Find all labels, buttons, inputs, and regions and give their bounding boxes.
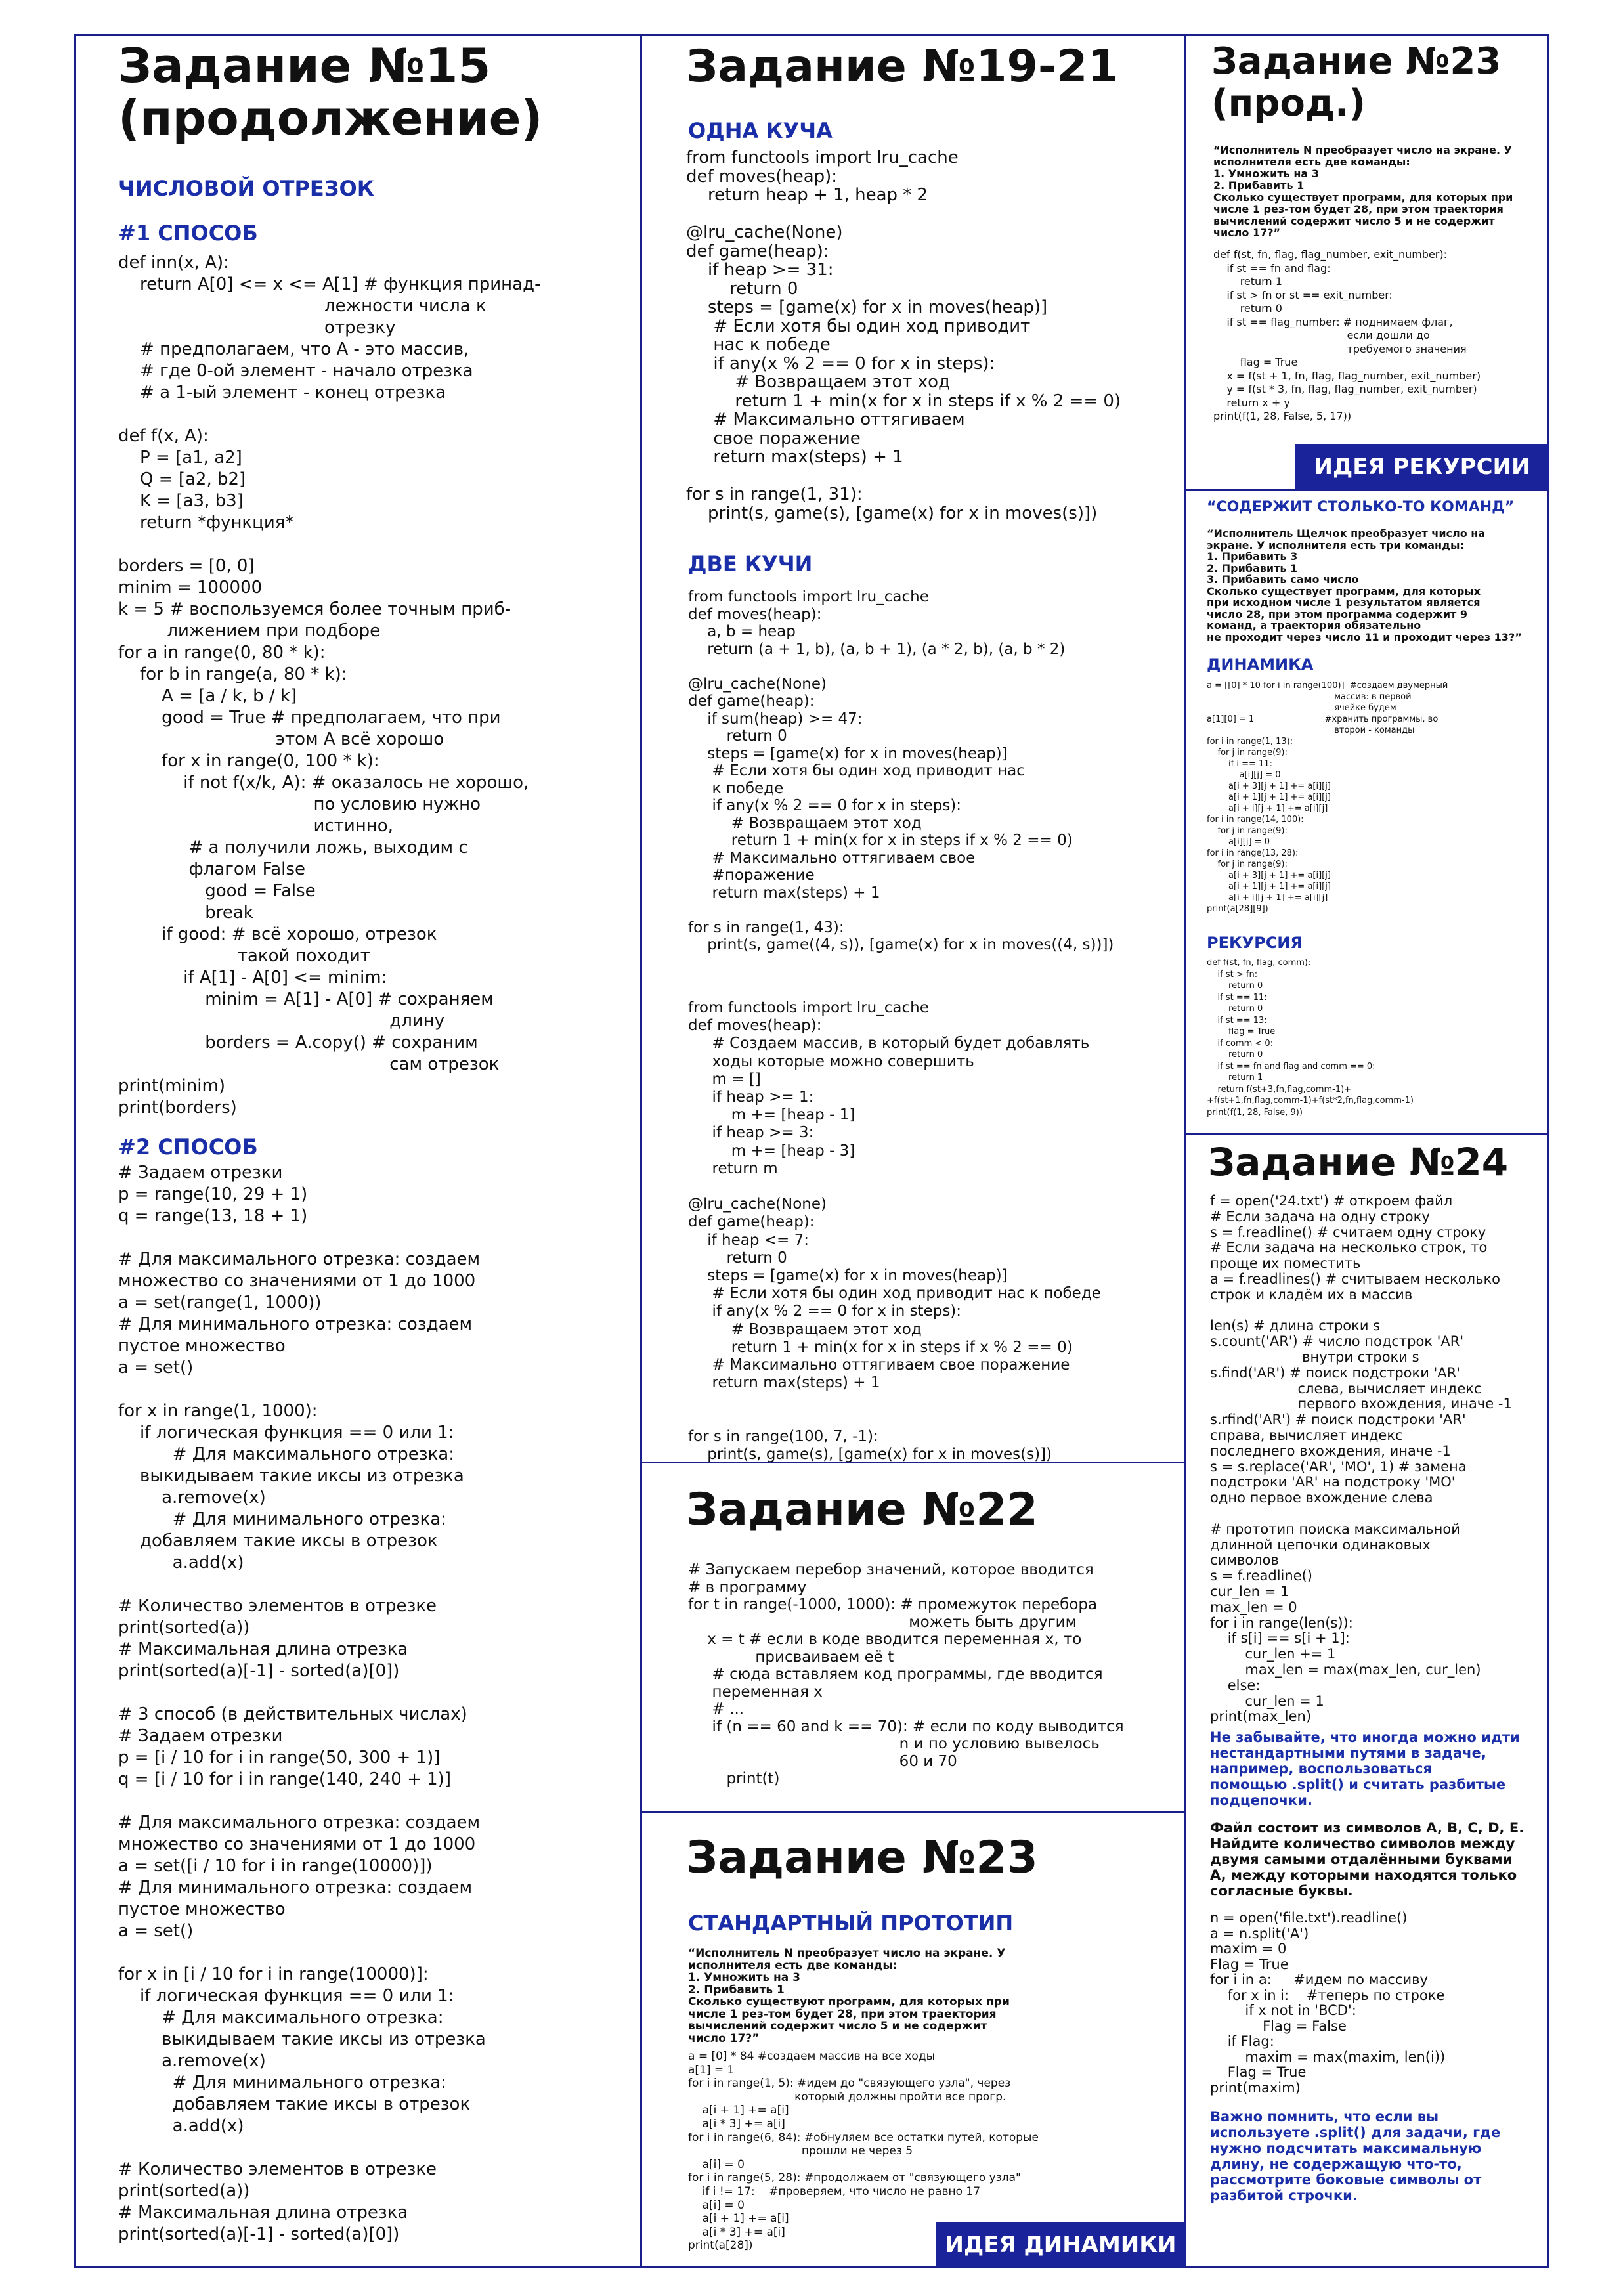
task23-continued-statement: “Исполнитель N преобразует число на экране. У исполнителя есть две команды: 1. Умножить на 3 2. Прибавить 1 Сколько существует программ, для которых при числе 1 рез-том будет 28, при этом траектория вычислений содержит число 5 и не содержит число 17?”: [1213, 144, 1513, 239]
idea-dynamics-banner: ИДЕЯ ДИНАМИКИ: [936, 2222, 1186, 2267]
task24-string-methods-code: f = open('24.txt') # откроем файл # Если задача на одну строку s = f.readline() # считаем одну строку # Если задача на несколько строк, то проще их поместить a = f.readlines() # считываем несколько строк и кладём их в массив len(s) # длина строки s s.count('AR') # число подстрок 'AR' внутри строки s s.find('AR') # поиск подстроки 'AR' слева, вычисляет индекс первого вхождения, иначе -1 s.rfind('AR') # поиск подстроки 'AR' справа, вычисляет индекс последнего вхождения, иначе -1 s = s.replace('AR', 'MO', 1) # замена подстроки 'AR' на подстроку 'MO' одно первое вхождение слева # прототип поиска максимальной длинной цепочки одинаковых символов s = f.readline() cur_len = 1 max_len = 0 for i in range(len(s)): if s[i] == s[i + 1]: cur_len += 1 max_len = max(max_len, cur_len) else: cur_len = 1 print(max_len): [1210, 1193, 1512, 1725]
task23-code: a = [0] * 84 #создаем массив на все ходы a[1] = 1 for i in range(1, 5): #идем до "связующего узла", через который должны пройти все прогр. a[i + 1] += a[i] a[i * 3] += a[i] for i in range(6, 84): #обнуляем все остатки путей, которые прошли не через 5 a[i] = 0 for i in range(5, 28): #продолжаем от "связующего узла" if i != 17: #проверяем, что число не равно 17 a[i] = 0 a[i + 1] += a[i] a[i * 3] += a[i] print(a[28]): [688, 2050, 1039, 2253]
recursion-subtitle: РЕКУРСИЯ: [1207, 934, 1303, 952]
one-heap-subtitle: ОДНА КУЧА: [688, 118, 833, 143]
dynamics-code: a = [[0] * 10 for i in range(100)] #создаем двумерный массив: в первой ячейке будем a[1][0] = 1 #хранить программы, во второй - команды for i in range(1, 13): for j in range(9): if i == 11: a[i][j] = 0 a[i + 3][j + 1] += a[i][j] a[i + 1][j + 1] += a[i][j] a[i + i][j + 1] += a[i][j] for i in range(14, 100): for j in range(9): a[i][j] = 0 for i in range(13, 28): for j in range(9): a[i + 3][j + 1] += a[i][j] a[i + 1][j + 1] += a[i][j] a[i + i][j + 1] += a[i][j] print(a[28][9]): [1207, 681, 1448, 914]
task23-recursion-code: def f(st, fn, flag, flag_number, exit_number): if st == fn and flag: return 1 if st > fn or st == exit_number: return 0 if st == flag_number: # поднимаем флаг, если дошли до требуемого значения flag = True x = f(st + 1, fn, flag, flag_number, exit_number) y = f(st * 3, fn, flag, flag_number, exit_number) return x + y print(f(1, 28, False, 5, 17)): [1213, 248, 1481, 422]
method-2-subtitle: #2 СПОСОБ: [118, 1135, 258, 1159]
recursion-code: def f(st, fn, flag, comm): if st > fn: return 0 if st == 11: return 0 if st == 13: flag = True if comm < 0: return 0 if st == fn and flag and comm == 0: return 1 return f(st+3,fn,flag,comm-1)+ +f(st+1,fn,flag,comm-1)+f(st*2,fn,flag,comm-1) print(f(1, 28, False, 9)): [1207, 958, 1414, 1117]
two-heaps-code: from functools import lru_cache def moves(heap): a, b = heap return (a + 1, b), (a, b + 1), (a * 2, b), (a, b * 2) @lru_cache(None) def game(heap): if sum(heap) >= 47: return 0 steps = [game(x) for x in moves(heap)] # Если хотя бы один ход приводит нас к победе if any(x % 2 == 0 for x in steps): # Возвращаем этот ход return 1 + min(x for x in steps if x % 2 == 0) # Максимально оттягиваем свое #поражение return max(steps) + 1 for s in range(1, 43): print(s, game((4, s)), [game(x) for x in moves((4, s))]): [688, 588, 1114, 953]
idea-recursion-banner: ИДЕЯ РЕКУРСИИ: [1295, 444, 1549, 490]
divider-contains-task24: [1184, 1133, 1549, 1135]
task19-21-title: Задание №19-21: [686, 41, 1119, 93]
column-divider-left: [640, 34, 642, 2268]
task23-statement: “Исполнитель N преобразует число на экране. У исполнителя есть две команды: 1. Умножить на 3 2. Прибавить 1 Сколько существуют программ, для которых при числе 1 рез-том будет 28, при этом траектория вычислений содержит число 5 и не содержит число 17?”: [688, 1947, 1010, 2045]
task23-title: Задание №23: [686, 1832, 1038, 1884]
column-divider-right: [1184, 34, 1186, 2268]
subtract-moves-code: from functools import lru_cache def moves(heap): # Создаем массив, в который будет добавлять ходы которые можно совершить m = [] if heap >= 1: m += [heap - 1] if heap >= 3: m += [heap - 3] return m @lru_cache(None) def game(heap): if heap <= 7: return 0 steps = [game(x) for x in moves(heap)] # Если хотя бы один ход приводит нас к победе if any(x % 2 == 0 for x in steps): # Возвращаем этот ход return 1 + min(x for x in steps if x % 2 == 0) # Максимально оттягиваем свое поражение return max(steps) + 1 for s in range(100, 7, -1): print(s, game(s), [game(x) for x in moves(s)]): [688, 999, 1101, 1463]
method-1-subtitle: #1 СПОСОБ: [118, 221, 258, 246]
task24-split-tip: Не забывайте, что иногда можно идти нестандартными путями в задаче, например, воспользоваться помощью .split() и считать разбитые подцепочки.: [1210, 1729, 1520, 1808]
divider-task22-task23: [640, 1811, 1186, 1813]
task24-split-code: n = open('file.txt').readline() a = n.split('A') maxim = 0 Flag = True for i in a: #идем по массиву for x in i: #теперь по строке if x not in 'BCD': Flag = False if Flag: maxim = max(maxim, len(i)) Flag = True print(maxim): [1210, 1910, 1446, 2096]
method-2-code: # Задаем отрезки p = range(10, 29 + 1) q = range(13, 18 + 1) # Для максимального отрезка: создаем множество со значениями от 1 до 1000 a = set(range(1, 1000)) # Для минимального отрезка: создаем пустое множество a = set() for x in range(1, 1000): if логическая функция == 0 или 1: # Для максимального отрезка: выкидываем такие иксы из отрезка a.remove(x) # Для минимального отрезка: добавляем такие иксы в отрезок a.add(x) # Количество элементов в отрезке print(sorted(a)) # Максимальная длина отрезка print(sorted(a)[-1] - sorted(a)[0]) # 3 способ (в действительных числах) # Задаем отрезки p = [i / 10 for i in range(50, 300 + 1)] q = [i / 10 for i in range(140, 240 + 1)] # Для максимального отрезка: создаем множество со значениями от 1 до 1000 a = set([i / 10 for i in range(10000)]) # Для минимального отрезка: создаем пустое множество a = set() for x in [i / 10 for i in range(10000)]: if логическая функция == 0 или 1: # Для максимального отрезка: выкидываем такие иксы из отрезка a.remove(x) # Для минимального отрезка: добавляем такие иксы в отрезок a.add(x) # Количество элементов в отрезке print(sorted(a)) # Максимальная длина отрезка print(sorted(a)[-1] - sorted(a)[0]): [118, 1163, 486, 2244]
one-heap-code: from functools import lru_cache def moves(heap): return heap + 1, heap * 2 @lru_cache(None) def game(heap): if heap >= 31: return 0 steps = [game(x) for x in moves(heap)] # Если хотя бы один ход приводит нас к победе if any(x % 2 == 0 for x in steps): # Возвращаем этот ход return 1 + min(x for x in steps if x % 2 == 0) # Максимально оттягиваем свое поражение return max(steps) + 1 for s in range(1, 31): print(s, game(s), [game(x) for x in moves(s)]): [686, 148, 1121, 523]
contains-commands-subtitle: “СОДЕРЖИТ СТОЛЬКО-ТО КОМАНД”: [1207, 499, 1515, 515]
task24-title: Задание №24: [1208, 1140, 1509, 1184]
numeric-segment-subtitle: ЧИСЛОВОЙ ОТРЕЗОК: [118, 176, 374, 201]
task15-title: Задание №15 (продолжение): [118, 38, 543, 146]
task22-title: Задание №22: [686, 1484, 1038, 1536]
dynamics-subtitle: ДИНАМИКА: [1207, 655, 1314, 674]
task22-code: # Запускаем перебор значений, которое вводится # в программу for t in range(-1000, 1000): # промежуток перебора можеть быть другим x = t # если в коде вводится переменная x, то присваиваем её t # сюда вставляем код программы, где вводится переменная x # ... if (n == 60 and k == 70): # если по коду выводится n и по условию вывелось 60 и 70 print(t): [688, 1561, 1124, 1787]
task24-boundary-tip: Важно помнить, что если вы используете .split() для задачи, где нужно подсчитать максимальную длину, не содержащую что-то, рассмотрите боковые символы от разбитой строчки.: [1210, 2109, 1501, 2203]
two-heaps-subtitle: ДВЕ КУЧИ: [688, 552, 813, 576]
task23-continued-title: Задание №23 (прод.): [1211, 40, 1502, 125]
task24-file-statement: Файл состоит из символов A, B, C, D, E. Найдите количество символов между двумя самыми отдалёнными буквами A, между которыми находятся только согласные буквы.: [1210, 1820, 1525, 1899]
standard-prototype-subtitle: СТАНДАРТНЫЙ ПРОТОТИП: [688, 1911, 1014, 1936]
contains-commands-statement: “Исполнитель Щелчок преобразует число на экране. У исполнителя есть три команды: 1. Прибавить 3 2. Прибавить 1 3. Прибавить само число Сколько существует программ, для которых при исходном числе 1 результатом является число 28, при этом программа содержит 9 команд, а траектория обязательно не проходит через число 11 и проходит через 13?”: [1207, 527, 1522, 643]
method-1-code: def inn(x, A): return A[0] <= x <= A[1] # функция принад- лежности числа к отрезку # предполагаем, что A - это массив, # где 0-ой элемент - начало отрезка # а 1-ый элемент - конец отрезка def f(x, A): P = [a1, a2] Q = [a2, b2] K = [a3, b3] return *функция* borders = [0, 0] minim = 100000 k = 5 # воспользуемся более точным приб- лижением при подборе for a in range(0, 80 * k): for b in range(a, 80 * k): A = [a / k, b / k] good = True # предполагаем, что при этом A всё хорошо for x in range(0, 100 * k): if not f(x/k, A): # оказалось не хорошо, по условию нужно истинно, # а получили ложь, выходим с флагом False good = False break if good: # всё хорошо, отрезок такой походит if A[1] - A[0] <= minim: minim = A[1] - A[0] # сохраняем длину borders = A.copy() # сохраним сам отрезок print(minim) print(borders): [118, 253, 541, 1117]
